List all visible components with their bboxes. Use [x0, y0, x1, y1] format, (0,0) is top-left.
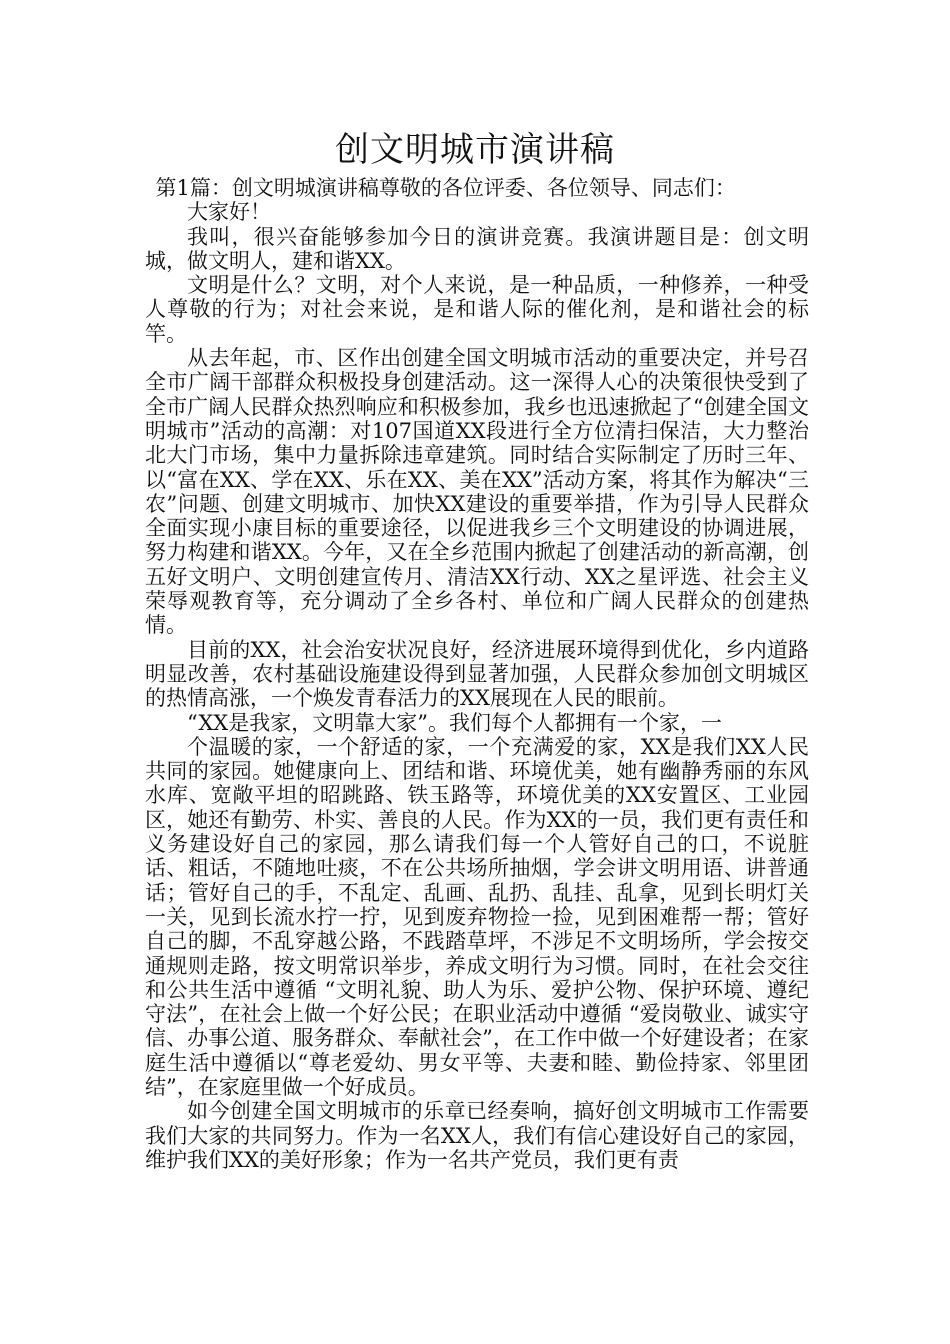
paragraph: 目前的XX，社会治安状况良好，经济进展环境得到优化，乡内道路明显改善，农村基础设施建设得到显著加强，人民群众参加创文明城区的热情高涨，一个焕发青春活力的XX展现在人民的眼前。 — [145, 637, 809, 711]
paragraph: 从去年起，市、区作出创建全国文明城市活动的重要决定，并号召全市广阔干部群众积极投身创建活动。这一深得人心的决策很快受到了全市广阔人民群众热烈响应和积极参加，我乡也迅速掀起了“创建全国文明城市”活动的高潮：对107国道XX段进行全方位清扫保洁，大力整治北大门市场，集中力量拆除违章建筑。同时结合实际制定了历时三年、以“富在XX、学在XX、乐在XX、美在XX”活动方案，将其作为解决“三农”问题、创建文明城市、加快XX建设的重要举措，作为引导人民群众全面实现小康目标的重要途径，以促进我乡三个文明建设的协调进展，努力构建和谐XX。今年，又在全乡范围内掀起了创建活动的新高潮，创五好文明户、文明创建宣传月、清洁XX行动、XX之星评选、社会主义荣辱观教育等，充分调动了全乡各村、单位和广阔人民群众的创建热情。 — [145, 346, 809, 638]
paragraph: 我叫，很兴奋能够参加今日的演讲竞赛。我演讲题目是：创文明城，做文明人，建和谐XX。 — [145, 224, 809, 273]
paragraph-greeting: 大家好！ — [187, 200, 271, 225]
paragraph: “XX是我家，文明靠大家”。我们每个人都拥有一个家，一 — [187, 710, 722, 735]
document-body — [145, 176, 809, 1172]
paragraph: 个温暖的家，一个舒适的家，一个充满爱的家，XX是我们XX人民共同的家园。她健康向上、团结和谐、环境优美，她有幽静秀丽的东风水库、宽敞平坦的昭跳路、铁玉路等，环境优美的XX安置区、工业园区，她还有勤劳、朴实、善良的人民。作为XX的一员，我们更有责任和义务建设好自己的家园，那么请我们每一个人管好自己的口，不说脏话、粗话，不随地吐痰，不在公共场所抽烟，学会讲文明用语、讲普通话；管好自己的手，不乱定、乱画、乱扔、乱挂、乱拿，见到长明灯关一关，见到长流水拧一拧，见到废弃物捡一捡，见到困难帮一帮；管好自己的脚，不乱穿越公路，不践踏草坪，不涉足不文明场所，学会按交通规则走路，按文明常识举步，养成文明行为习惯。同时，在社会交往和公共生活中遵循 “文明礼貌、助人为乐、爱护公物、保护环境、遵纪守法”，在社会上做一个好公民；在职业活动中遵循 “爱岗敬业、诚实守信、办事公道、服务群众、奉献社会”，在工作中做一个好建设者；在家庭生活中遵循以“尊老爱幼、男女平等、夫妻和睦、勤俭持家、邻里团结”，在家庭里做一个好成员。 — [145, 734, 809, 1099]
paragraph: 如今创建全国文明城市的乐章已经奏响，搞好创文明城市工作需要我们大家的共同努力。作为一名XX人，我们有信心建设好自己的家园，维护我们XX的美好形象；作为一名共产党员，我们更有责 — [145, 1099, 809, 1172]
paragraph-intro: 第1篇：创文明城演讲稿尊敬的各位评委、各位领导、同志们： — [155, 176, 736, 200]
paragraph: 文明是什么？文明，对个人来说，是一种品质，一种修养，一种受人尊敬的行为；对社会来说，是和谐人际的催化剂，是和谐社会的标竿。 — [145, 273, 809, 346]
document-title: 创文明城市演讲稿 — [335, 130, 615, 170]
